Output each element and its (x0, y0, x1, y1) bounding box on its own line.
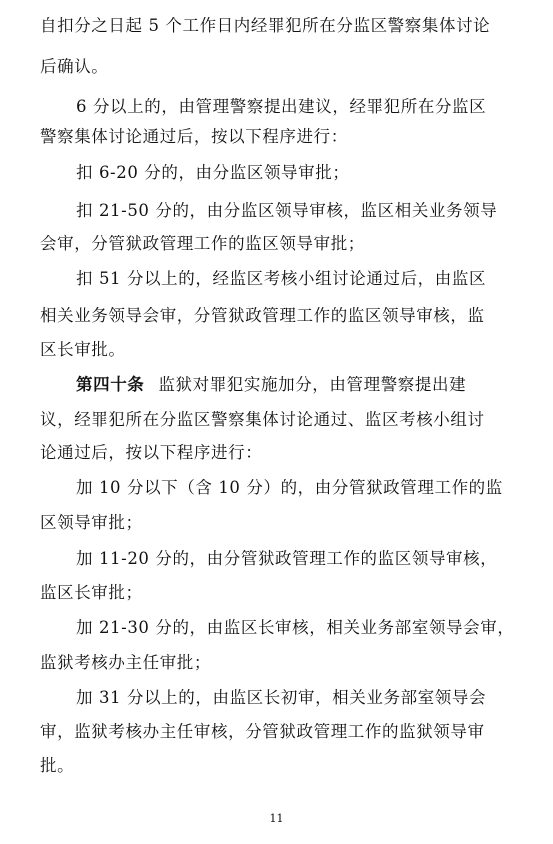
paragraph-line: 加 10 分以下（含 10 分）的，由分管狱政管理工作的监 (76, 478, 503, 497)
paragraph-line: 自扣分之日起 5 个工作日内经罪犯所在分监区警察集体讨论 (40, 16, 491, 35)
paragraph-line: 审，监狱考核办主任审核，分管狱政管理工作的监狱领导审 (40, 722, 485, 741)
article-heading-line (0, 373, 553, 397)
paragraph-line: 6 分以上的，由管理警察提出建议，经罪犯所在分监区 (76, 97, 487, 116)
paragraph-line: 后确认。 (40, 57, 109, 76)
paragraph-line: 扣 51 分以上的，经监区考核小组讨论通过后，由监区 (76, 269, 487, 288)
paragraph-line: 加 21-30 分的，由监区长审核，相关业务部室领导会审， (76, 618, 515, 637)
paragraph-line: 加 11-20 分的，由分管狱政管理工作的监区领导审核， (76, 549, 498, 568)
article-number: 第四十条 (76, 375, 145, 394)
article-text: 监狱对罪犯实施加分，由管理警察提出建 (158, 375, 467, 394)
paragraph-line: 论通过后，按以下程序进行： (40, 443, 263, 462)
page-number: 11 (269, 812, 284, 825)
paragraph-line: 会审，分管狱政管理工作的监区领导审批； (40, 234, 365, 253)
paragraph-line: 区领导审批； (40, 513, 143, 532)
paragraph-line: 监区长审批； (40, 583, 143, 602)
paragraph-line: 扣 6-20 分的，由分监区领导审批； (76, 163, 350, 182)
paragraph-line: 议，经罪犯所在分监区警察集体讨论通过、监区考核小组讨 (40, 410, 485, 429)
paragraph-line: 相关业务领导会审，分管狱政管理工作的监区领导审核，监 (40, 306, 485, 325)
paragraph-line: 扣 21-50 分的，由分监区领导审核，监区相关业务领导 (76, 201, 498, 220)
paragraph-line: 批。 (40, 756, 75, 775)
paragraph-line: 加 31 分以上的，由监区长初审，相关业务部室领导会 (76, 688, 487, 707)
paragraph-line: 监狱考核办主任审批； (40, 653, 211, 672)
paragraph-line: 警察集体讨论通过后，按以下程序进行： (40, 127, 348, 146)
paragraph-line: 区长审批。 (40, 340, 126, 359)
